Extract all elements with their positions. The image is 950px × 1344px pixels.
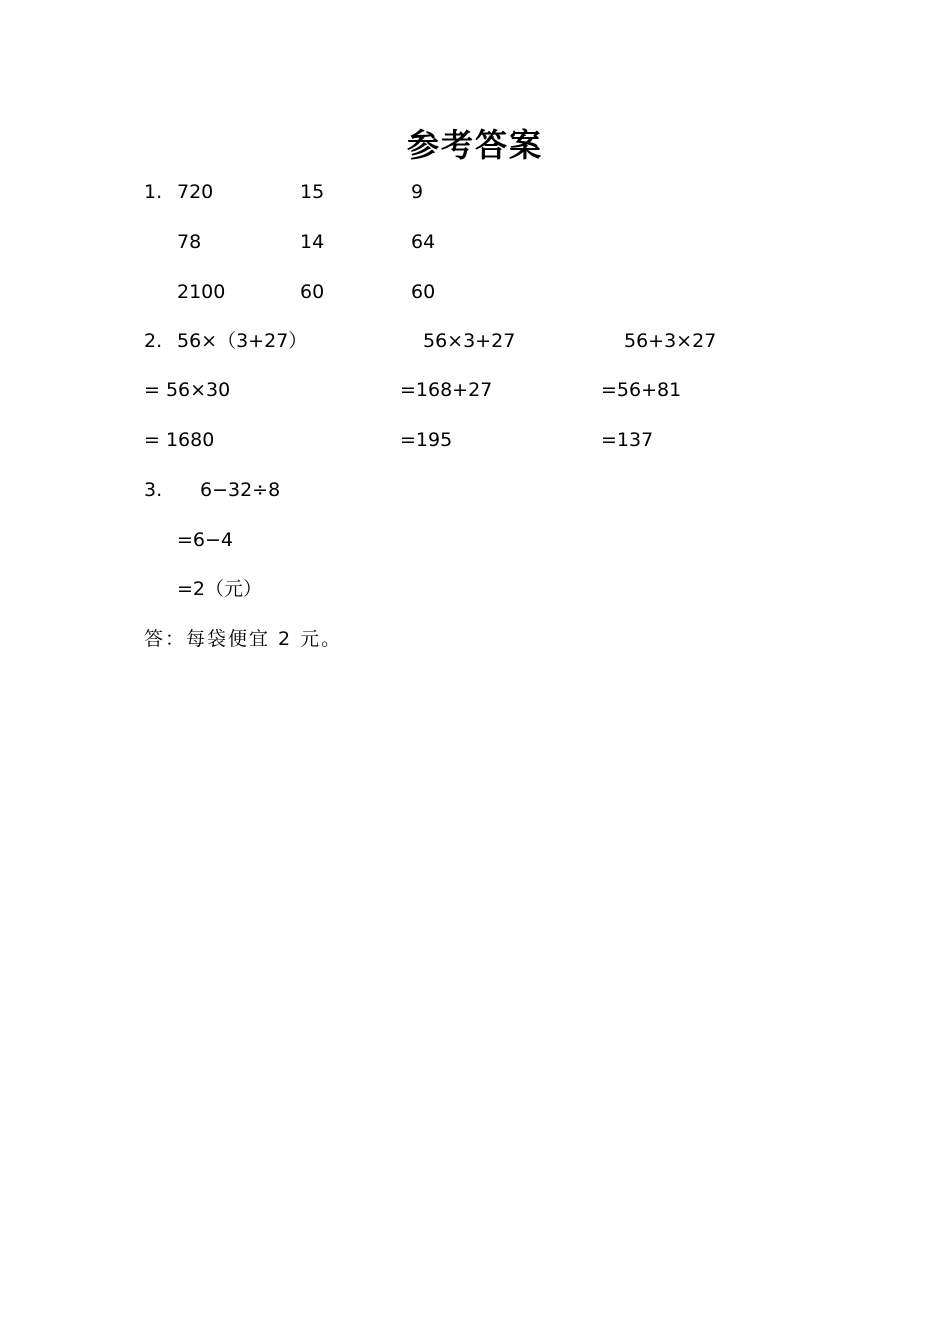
- q1-r1-c3: 9: [411, 181, 424, 203]
- q2-number: 2.: [144, 330, 163, 352]
- q1-r3-c2: 60: [300, 281, 325, 303]
- q1-r1-c1: 720: [177, 181, 214, 203]
- q2-expr1-line2: = 56×30: [144, 379, 231, 401]
- q2-expr3-line1: 56+3×27: [624, 330, 717, 352]
- page-title: 参考答案: [406, 126, 543, 164]
- q1-number: 1.: [144, 181, 163, 203]
- q1-r2-c3: 64: [411, 231, 436, 253]
- q2-expr3-line2: =56+81: [601, 379, 682, 401]
- q2-expr3-line3: =137: [601, 429, 654, 451]
- q1-r3-c1: 2100: [177, 281, 226, 303]
- q3-line3: =2（元）: [177, 578, 263, 600]
- q2-expr1-line3: = 1680: [144, 429, 215, 451]
- q1-r3-c3: 60: [411, 281, 436, 303]
- answer-statement: 答：每袋便宜 2 元。: [144, 628, 343, 650]
- q2-expr2-line2: =168+27: [400, 379, 493, 401]
- q1-r2-c1: 78: [177, 231, 202, 253]
- q1-r1-c2: 15: [300, 181, 325, 203]
- q2-expr2-line1: 56×3+27: [423, 330, 516, 352]
- q3-line2: =6−4: [177, 529, 234, 551]
- q1-r2-c2: 14: [300, 231, 325, 253]
- q2-expr1-line1: 56×（3+27）: [177, 330, 308, 352]
- q3-number: 3.: [144, 479, 163, 501]
- q2-expr2-line3: =195: [400, 429, 453, 451]
- q3-line1: 6−32÷8: [200, 479, 281, 501]
